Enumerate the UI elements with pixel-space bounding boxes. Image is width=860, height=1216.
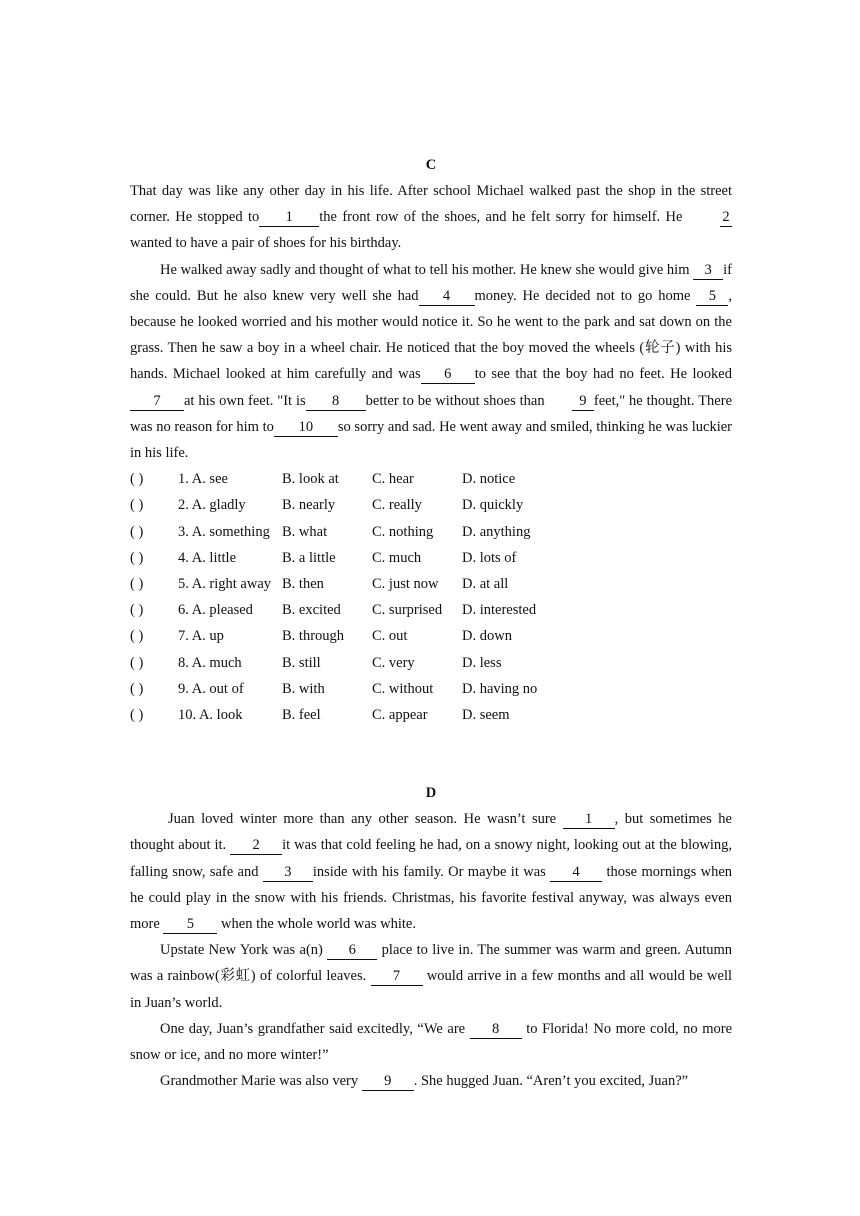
text: place to live in. The summer was warm and green. Autumn was a rainbow(彩虹) of colorful leaves. xyxy=(130,942,733,985)
text: when the whole world was white. xyxy=(221,916,416,933)
text: Grandmother Marie was also very xyxy=(160,1073,359,1090)
option-c: C. out xyxy=(372,628,408,645)
option-b: B. feel xyxy=(282,707,321,724)
option-d: D. interested xyxy=(462,602,537,619)
text: if she could. But he also knew very well she had xyxy=(130,261,732,304)
option-a: 8. A. much xyxy=(178,654,242,671)
option-d: D. less xyxy=(462,654,502,671)
question-row-6 xyxy=(130,597,582,623)
question-row-3 xyxy=(130,519,582,545)
option-b: B. still xyxy=(282,654,321,671)
blank-d-7[interactable]: 7 xyxy=(371,967,423,986)
option-a: 3. A. something xyxy=(178,523,270,540)
text: . She hugged Juan. “Aren’t you excited, Juan?” xyxy=(413,1073,689,1090)
option-b: B. then xyxy=(282,576,324,593)
blank-d-5[interactable]: 5 xyxy=(163,915,217,934)
text: money. He decided not to go home xyxy=(474,287,691,304)
text: One day, Juan’s grandfather said excitedly, “We are xyxy=(160,1020,466,1037)
section-d-heading: D xyxy=(425,785,437,802)
option-b: B. nearly xyxy=(282,497,336,514)
question-row-10 xyxy=(130,702,582,728)
text: feet," he thought. There was no reason for him to xyxy=(130,392,732,435)
text: He walked away sadly and thought of what to tell his mother. He knew she would give him xyxy=(160,261,690,278)
option-b: B. excited xyxy=(282,602,341,619)
section-c-paragraph-2 xyxy=(130,257,732,467)
option-c: C. just now xyxy=(372,576,439,593)
section-gap xyxy=(130,728,732,780)
option-a: 7. A. up xyxy=(178,628,224,645)
text: at his own feet. "It is xyxy=(184,392,306,409)
option-a: 6. A. pleased xyxy=(178,602,253,619)
question-row-1 xyxy=(130,466,582,492)
answer-box[interactable]: ( ) xyxy=(130,707,144,724)
option-b: B. what xyxy=(282,523,328,540)
answer-box[interactable]: ( ) xyxy=(130,680,144,697)
option-b: B. a little xyxy=(282,549,336,566)
option-a: 4. A. little xyxy=(178,549,236,566)
option-c: C. really xyxy=(372,497,422,514)
option-d: D. seem xyxy=(462,707,510,724)
section-c-options-table xyxy=(130,466,582,728)
option-c: C. nothing xyxy=(372,523,434,540)
section-c-heading: C xyxy=(425,157,437,173)
section-d-paragraph-2 xyxy=(130,937,732,1016)
text: better to be without shoes than xyxy=(365,392,545,409)
text: , because he looked worried and his mother would notice it. So he went to the park and sat down on the grass. Then he saw a boy in a wheel chair. He noticed that the boy moved the wheels (轮子) with his hands. Michael looked at him carefully and was xyxy=(130,287,732,383)
question-row-9 xyxy=(130,676,582,702)
question-row-2 xyxy=(130,492,582,518)
answer-box[interactable]: ( ) xyxy=(130,654,144,671)
worksheet-content xyxy=(130,152,732,1095)
section-d-paragraph-3 xyxy=(130,1016,732,1068)
blank-c-1[interactable]: 1 xyxy=(259,208,319,227)
blank-c-5[interactable]: 5 xyxy=(696,287,728,306)
option-d: D. lots of xyxy=(462,549,517,566)
text: it was that cold feeling he had, on a snowy night, looking out at the blowing, falling snow, safe and xyxy=(130,837,732,880)
text: would arrive in a few months and all would be well in Juan’s world. xyxy=(130,968,733,1011)
blank-c-7[interactable]: 7 xyxy=(130,392,184,411)
answer-box[interactable]: ( ) xyxy=(130,471,144,488)
option-b: B. with xyxy=(282,680,325,697)
blank-d-4[interactable]: 4 xyxy=(550,863,602,882)
option-d: D. at all xyxy=(462,576,509,593)
option-c: C. hear xyxy=(372,471,414,488)
blank-c-4[interactable]: 4 xyxy=(419,287,475,306)
section-c-paragraph-1 xyxy=(130,178,732,257)
blank-d-3[interactable]: 3 xyxy=(263,863,313,882)
text: the front row of the shoes, and he felt sorry for himself. He xyxy=(319,209,683,226)
option-c: C. appear xyxy=(372,707,428,724)
option-c: C. surprised xyxy=(372,602,443,619)
blank-d-8[interactable]: 8 xyxy=(470,1020,522,1039)
answer-box[interactable]: ( ) xyxy=(130,576,144,593)
option-a: 9. A. out of xyxy=(178,680,244,697)
option-d: D. anything xyxy=(462,523,531,540)
blank-c-8[interactable]: 8 xyxy=(306,392,366,411)
option-d: D. down xyxy=(462,628,512,645)
text: wanted to have a pair of shoes for his birthday. xyxy=(130,235,402,252)
section-d-paragraph-4 xyxy=(130,1068,732,1094)
text: those mornings when he could play in the snow with his friends. Christmas, his favorite festival anyway, was always even more xyxy=(130,863,733,933)
option-c: C. without xyxy=(372,680,434,697)
text: to see that the boy had no feet. He looked xyxy=(474,366,732,383)
text: Juan loved winter more than any other season. He wasn’t sure xyxy=(168,811,557,828)
option-d: D. quickly xyxy=(462,497,524,514)
question-row-8 xyxy=(130,650,582,676)
answer-box[interactable]: ( ) xyxy=(130,523,144,540)
option-d: D. having no xyxy=(462,680,538,697)
blank-d-1[interactable]: 1 xyxy=(563,810,615,829)
text: That day was like any other day in his life. After school Michael walked past the shop in the street corner. He stopped to xyxy=(130,183,732,226)
option-b: B. look at xyxy=(282,471,339,488)
blank-c-3[interactable]: 3 xyxy=(693,261,723,280)
blank-c-6[interactable]: 6 xyxy=(421,365,475,384)
question-row-5 xyxy=(130,571,582,597)
text: , but sometimes he thought about it. xyxy=(130,811,732,854)
text: so sorry and sad. He went away and smiled, thinking he was luckier in his life. xyxy=(130,418,732,462)
answer-box[interactable]: ( ) xyxy=(130,628,144,645)
option-c: C. much xyxy=(372,549,422,566)
text: Upstate New York was a(n) xyxy=(160,942,323,959)
question-row-7 xyxy=(130,623,582,649)
text: to Florida! No more cold, no more snow or ice, and no more winter!” xyxy=(130,1020,733,1064)
blank-d-2[interactable]: 2 xyxy=(230,836,282,855)
section-d-paragraph-1 xyxy=(130,806,732,937)
answer-box[interactable]: ( ) xyxy=(130,602,144,619)
blank-c-2[interactable]: 2 xyxy=(720,208,732,227)
blank-d-9[interactable]: 9 xyxy=(362,1072,414,1091)
blank-c-10[interactable]: 10 xyxy=(274,418,338,437)
option-a: 2. A. gladly xyxy=(178,497,246,514)
option-d: D. notice xyxy=(462,471,516,488)
blank-d-6[interactable]: 6 xyxy=(327,941,377,960)
option-a: 1. A. see xyxy=(178,471,228,488)
option-b: B. through xyxy=(282,628,345,645)
option-a: 10. A. look xyxy=(178,707,243,724)
question-row-4 xyxy=(130,545,582,571)
options-body xyxy=(130,466,582,728)
blank-c-9[interactable]: 9 xyxy=(572,392,594,411)
answer-box[interactable]: ( ) xyxy=(130,549,144,566)
answer-box[interactable]: ( ) xyxy=(130,497,144,514)
text: inside with his family. Or maybe it was xyxy=(312,863,546,880)
option-a: 5. A. right away xyxy=(178,576,272,593)
option-c: C. very xyxy=(372,654,415,671)
